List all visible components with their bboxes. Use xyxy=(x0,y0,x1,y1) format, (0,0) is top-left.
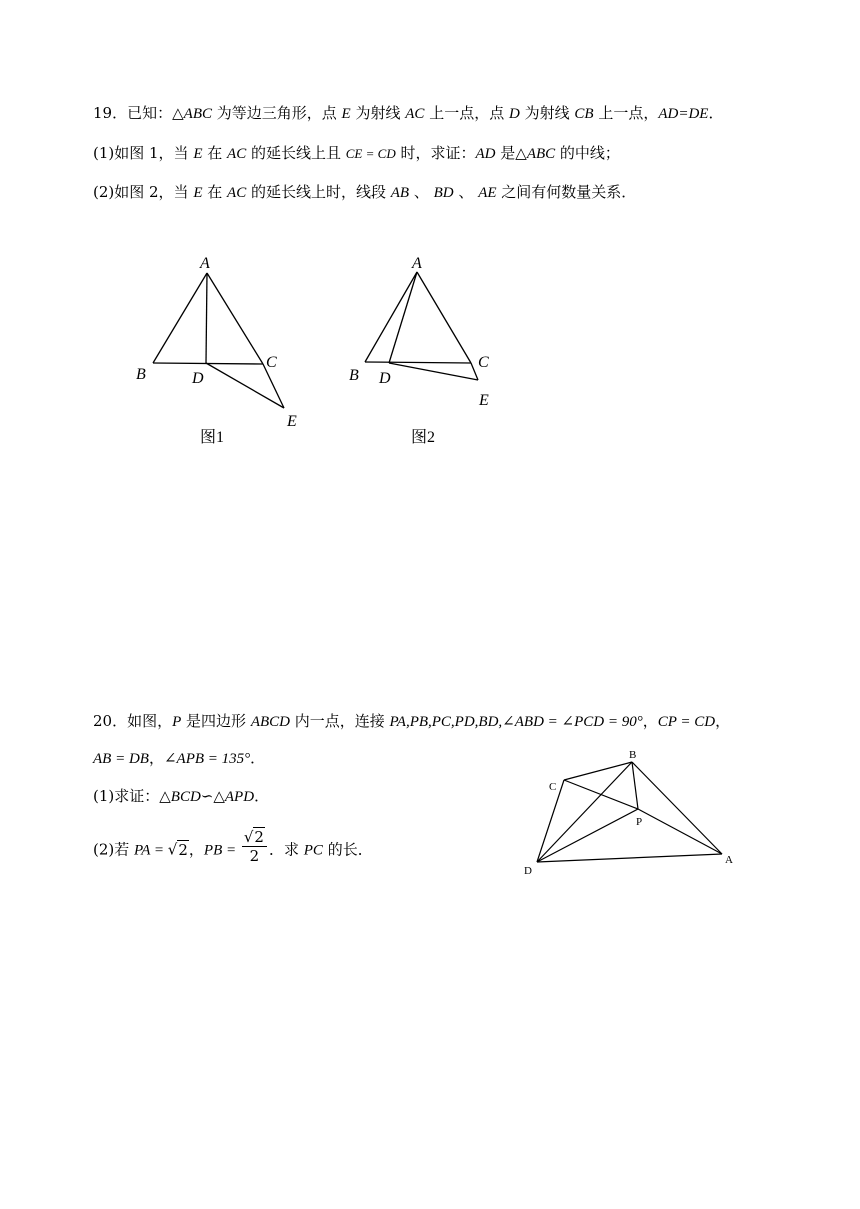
label-d: D xyxy=(192,370,204,387)
q19-text: 为射线 xyxy=(350,104,406,122)
fraction-numerator xyxy=(242,828,267,847)
math-ce-eq-cd: CE = CD xyxy=(345,146,396,161)
math-ac: AC xyxy=(227,185,247,201)
segment-bp xyxy=(632,762,638,809)
q20-stem xyxy=(93,711,730,732)
math-angle-equation: ∠ABD = ∠PCD = 90° xyxy=(502,714,643,730)
label-e: E xyxy=(479,392,489,409)
label-d: D xyxy=(524,865,532,877)
separator: 、 xyxy=(453,183,479,201)
q19-text: 上一点，点 xyxy=(424,104,509,122)
q19-part1 xyxy=(93,143,620,164)
q20-text: 是四边形 xyxy=(181,712,251,730)
q20-p2-text: 的长． xyxy=(322,840,373,859)
q19-text: ． xyxy=(708,104,724,122)
q20-figure xyxy=(515,745,745,880)
math-ad-eq-de: AD=DE xyxy=(658,106,709,122)
q19-text: 已知： xyxy=(127,104,173,122)
math-ab: AB xyxy=(390,185,410,201)
separator: ， xyxy=(148,749,164,767)
segment-cb xyxy=(564,762,632,780)
math-pa-eq: PA = xyxy=(134,842,168,859)
label-c: C xyxy=(266,354,277,371)
q20-text: ． xyxy=(250,749,266,767)
segment-ad xyxy=(206,273,207,363)
label-b: B xyxy=(349,367,359,384)
q19-p1-text: 的中线； xyxy=(555,144,620,162)
q20-text: ， xyxy=(642,712,658,730)
q19-p2-text: 在 xyxy=(202,183,228,201)
q19-part2 xyxy=(93,182,636,203)
segment-ce xyxy=(471,363,478,380)
label-e: E xyxy=(287,413,297,430)
math-e: E xyxy=(193,185,203,201)
segment-cp xyxy=(564,780,638,809)
segment-db xyxy=(537,762,632,862)
math-abc: ABC xyxy=(526,146,556,162)
q20-stem-line2 xyxy=(93,748,265,769)
label-a: A xyxy=(412,255,422,272)
figure-1-caption: 图1 xyxy=(200,429,225,446)
q19-p1-text: 时，求证： xyxy=(395,144,476,162)
q20-p1-text: ． xyxy=(254,787,270,805)
segment-ab xyxy=(365,272,417,362)
segment-ac xyxy=(417,272,471,363)
q19-p1-text: 在 xyxy=(202,144,228,162)
label-p: P xyxy=(636,816,643,828)
q19-p1-text: 的延长线上且 xyxy=(246,144,346,162)
segment-da xyxy=(537,854,722,862)
q19-p2-text: 的延长线上时，线段 xyxy=(246,183,391,201)
triangle-symbol: △ xyxy=(172,104,184,122)
sqrt-symbol: √ xyxy=(243,828,254,846)
math-ad: AD xyxy=(475,146,496,162)
segment-ba xyxy=(632,762,722,854)
segment-bc xyxy=(365,362,471,363)
math-abc: ABC xyxy=(183,106,212,122)
q19-figure-1 xyxy=(130,250,320,450)
math-angle-apb: ∠APB = 135° xyxy=(163,751,251,767)
math-radicand: 2 xyxy=(178,840,188,859)
math-cb: CB xyxy=(574,106,594,122)
segment-de xyxy=(389,363,478,380)
q19-stem xyxy=(93,103,723,124)
q19-text: 上一点， xyxy=(593,104,659,122)
fraction xyxy=(242,828,267,865)
q19-p1-text: (1)如图 1，当 xyxy=(93,144,194,162)
math-ae: AE xyxy=(478,185,497,201)
q20-p2-text: (2)若 xyxy=(93,840,135,859)
math-bd: BD xyxy=(433,185,454,201)
q19-number: 19． xyxy=(93,104,128,122)
math-segment-list: PA,PB,PC,PD,BD, xyxy=(389,714,503,730)
q20-p2-text: ．求 xyxy=(268,840,304,859)
separator: 、 xyxy=(409,183,434,201)
q20-text: ， xyxy=(715,712,731,730)
q19-p2-text: 之间有何数量关系． xyxy=(496,183,637,201)
segment-ab xyxy=(153,273,207,363)
math-radicand: 2 xyxy=(254,828,264,846)
label-c: C xyxy=(478,354,489,371)
q20-text: 内一点，连接 xyxy=(290,712,390,730)
label-b: B xyxy=(136,366,146,383)
math-pc: PC xyxy=(303,842,323,859)
q19-text: 为射线 xyxy=(519,104,575,122)
fraction-denominator: 2 xyxy=(249,847,260,865)
math-e: E xyxy=(193,146,203,162)
label-d: D xyxy=(379,370,391,387)
q19-figure-2 xyxy=(345,250,515,450)
q20-p1-text: (1)求证： xyxy=(93,787,160,805)
segment-ac xyxy=(207,273,263,364)
label-a: A xyxy=(725,854,733,866)
label-b: B xyxy=(629,749,637,761)
math-similarity: △BCD∽△APD xyxy=(159,789,255,805)
sqrt-symbol: √ xyxy=(167,840,178,859)
q19-p2-text: (2)如图 2，当 xyxy=(93,183,194,201)
figure-2-caption: 图2 xyxy=(411,429,436,446)
math-abcd: ABCD xyxy=(250,714,290,730)
q20-number: 20． xyxy=(93,712,128,730)
math-d: D xyxy=(508,106,520,122)
label-a: A xyxy=(200,255,210,272)
q19-p1-text: 是△ xyxy=(495,144,527,162)
segment-pa xyxy=(638,809,722,854)
math-ac: AC xyxy=(227,146,247,162)
q20-part2 xyxy=(93,828,373,869)
q20-part1 xyxy=(93,786,269,807)
math-p: P xyxy=(172,714,182,730)
math-cp-eq-cd: CP = CD xyxy=(657,714,716,730)
math-ac: AC xyxy=(405,106,425,122)
q19-text: 为等边三角形，点 xyxy=(212,104,342,122)
math-pb-eq: PB = xyxy=(203,842,240,859)
math-ab-eq-db: AB = DB xyxy=(93,751,149,767)
segment-ad xyxy=(389,272,417,363)
label-c: C xyxy=(549,781,557,793)
q20-text: 如图， xyxy=(127,712,173,730)
math-e: E xyxy=(341,106,351,122)
separator: ， xyxy=(188,840,204,859)
